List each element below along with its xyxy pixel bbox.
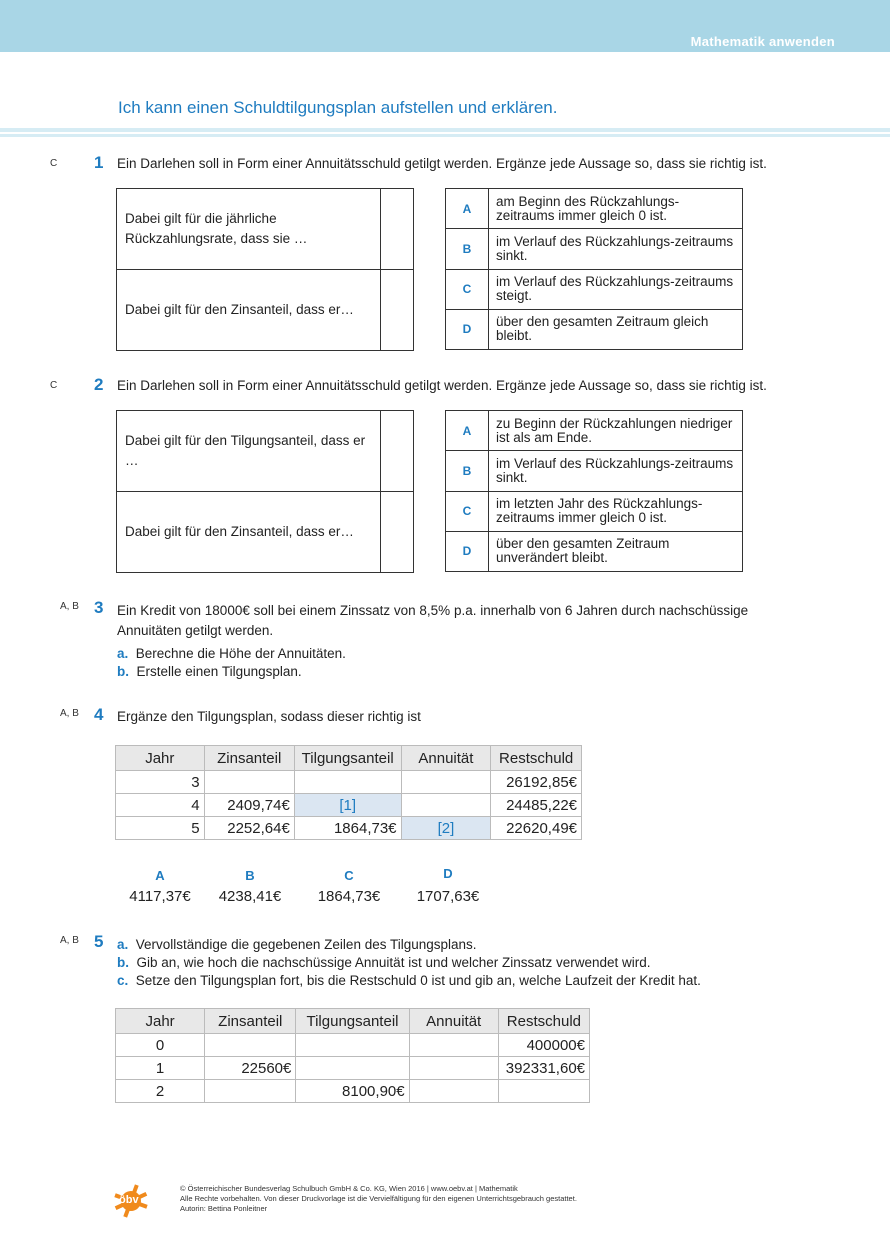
subtask-key: a. [117, 646, 129, 661]
task-number: 3 [94, 598, 104, 617]
gap-1-cell[interactable]: [1] [294, 794, 401, 817]
table-row [116, 1057, 590, 1080]
table-header: Tilgungsanteil [294, 746, 401, 771]
divider-stripe [0, 128, 890, 132]
answer-box[interactable] [381, 189, 414, 270]
cell-annuity [401, 771, 491, 794]
cell-principal [294, 771, 401, 794]
task-level: C [50, 380, 58, 391]
table-row [116, 817, 582, 840]
table-row [116, 1034, 590, 1057]
cell-year: 0 [116, 1034, 205, 1057]
publisher-logo [112, 1182, 150, 1220]
task-level: A, B [60, 601, 79, 612]
option-text: im Verlauf des Rückzahlungs-zeitraums sinkt. [489, 451, 743, 491]
cell-interest[interactable] [205, 1034, 296, 1057]
cell-annuity[interactable] [409, 1034, 498, 1057]
subtask-text: Erstelle einen Tilgungsplan. [136, 664, 302, 679]
cell-year: 4 [116, 794, 205, 817]
answer-value: 4117,37€ [129, 888, 191, 905]
cell-interest: 2252,64€ [204, 817, 294, 840]
cell-interest: 2409,74€ [204, 794, 294, 817]
subtask-key: b. [117, 955, 129, 970]
option-text: im letzten Jahr des Rückzahlungs-zeitraums immer gleich 0 ist. [489, 491, 743, 531]
header-band [0, 0, 890, 52]
task-number: 2 [94, 375, 104, 394]
cell-year: 1 [116, 1057, 205, 1080]
cell-balance[interactable] [498, 1080, 589, 1103]
cell-principal: 1864,73€ [294, 817, 401, 840]
subtask [117, 936, 477, 954]
subtask [117, 663, 302, 681]
footer-copyright: © Österreichischer Bundesverlag Schulbuch GmbH & Co. KG, Wien 2016 | www.oebv.at | Mathematik [180, 1184, 518, 1193]
answer-box[interactable] [381, 411, 414, 492]
task-level: A, B [60, 708, 79, 719]
amortization-table [115, 745, 582, 840]
table-row [116, 771, 582, 794]
options-table [445, 188, 743, 350]
table-header: Jahr [116, 1009, 205, 1034]
statement-cell: Dabei gilt für den Tilgungsanteil, dass er … [117, 411, 381, 492]
statement-table [116, 188, 414, 351]
option-letter: D [446, 531, 489, 571]
cell-principal: 8100,90€ [296, 1080, 409, 1103]
statement-cell: Dabei gilt für den Zinsanteil, dass er… [117, 492, 381, 573]
subtask-text: Gib an, wie hoch die nachschüssige Annuität ist und welcher Zinssatz verwendet wird. [136, 955, 651, 970]
table-header: Jahr [116, 746, 205, 771]
option-text: über den gesamten Zeitraum gleich bleibt. [489, 309, 743, 349]
cell-annuity[interactable] [409, 1080, 498, 1103]
option-letter: A [446, 411, 489, 451]
footer-rights: Alle Rechte vorbehalten. Von dieser Druckvorlage ist die Vervielfältigung für den eigenen Unterrichtsgebrauch gestattet. [180, 1194, 577, 1203]
cell-balance: 392331,60€ [498, 1057, 589, 1080]
answer-value: 1864,73€ [317, 888, 381, 905]
footer-author: Autorin: Bettina Ponleitner [180, 1204, 268, 1213]
table-row [116, 1080, 590, 1103]
task-text: Ergänze den Tilgungsplan, sodass dieser richtig ist [117, 709, 421, 724]
option-letter: B [446, 229, 489, 269]
subtask-key: b. [117, 664, 129, 679]
options-table [445, 410, 743, 572]
option-letter: D [446, 309, 489, 349]
cell-year: 3 [116, 771, 205, 794]
subtask-key: c. [117, 973, 129, 988]
table-header: Annuität [401, 746, 491, 771]
gap-2-cell[interactable]: [2] [401, 817, 491, 840]
answer-letter: A [155, 868, 165, 883]
cell-annuity[interactable] [409, 1057, 498, 1080]
cell-balance: 26192,85€ [491, 771, 582, 794]
amortization-table [115, 1008, 590, 1103]
table-header: Annuität [409, 1009, 498, 1034]
answer-box[interactable] [381, 492, 414, 573]
answer-box[interactable] [381, 270, 414, 351]
cell-principal[interactable] [296, 1057, 409, 1080]
task-level: A, B [60, 935, 79, 946]
cell-balance: 24485,22€ [491, 794, 582, 817]
table-header: Restschuld [491, 746, 582, 771]
option-letter: B [446, 451, 489, 491]
answer-letter: B [245, 868, 255, 883]
subtask-key: a. [117, 937, 129, 952]
option-letter: A [446, 189, 489, 229]
table-header: Restschuld [498, 1009, 589, 1034]
option-letter: C [446, 491, 489, 531]
cell-year: 2 [116, 1080, 205, 1103]
answer-value: 4238,41€ [218, 888, 282, 905]
option-text: im Verlauf des Rückzahlungs-zeitraums sinkt. [489, 229, 743, 269]
option-text: zu Beginn der Rückzahlungen niedriger ist als am Ende. [489, 411, 743, 451]
task-text: Ein Darlehen soll in Form einer Annuitätsschuld getilgt werden. Ergänze jede Aussage so, dass sie richtig ist. [117, 156, 767, 171]
cell-interest [204, 771, 294, 794]
table-row [116, 794, 582, 817]
subtask [117, 645, 346, 663]
option-text: am Beginn des Rückzahlungs-zeitraums immer gleich 0 ist. [489, 189, 743, 229]
task-number: 5 [94, 932, 104, 951]
option-text: im Verlauf des Rückzahlungs-zeitraums steigt. [489, 269, 743, 309]
answer-letter: C [344, 868, 354, 883]
statement-cell: Dabei gilt für den Zinsanteil, dass er… [117, 270, 381, 351]
logo-text: öbv [119, 1194, 139, 1206]
divider-stripe [0, 134, 890, 137]
subtask [117, 954, 651, 972]
statement-table [116, 410, 414, 573]
task-level: C [50, 158, 58, 169]
statement-cell: Dabei gilt für die jährliche Rückzahlungsrate, dass sie … [117, 189, 381, 270]
cell-interest: 22560€ [205, 1057, 296, 1080]
cell-year: 5 [116, 817, 205, 840]
table-header: Zinsanteil [205, 1009, 296, 1034]
task-text: Ein Darlehen soll in Form einer Annuitätsschuld getilgt werden. Ergänze jede Aussage so, dass sie richtig ist. [117, 378, 767, 393]
subtask-text: Vervollständige die gegebenen Zeilen des Tilgungsplans. [135, 937, 477, 952]
task-text: Ein Kredit von 18000€ soll bei einem Zinssatz von 8,5% p.a. innerhalb von 6 Jahren durch nachschüssige Annuitäten getilgt werden. [117, 603, 749, 638]
cell-balance: 22620,49€ [491, 817, 582, 840]
subtask-text: Setze den Tilgungsplan fort, bis die Restschuld 0 ist und gib an, welche Laufzeit der Kredit hat. [135, 973, 701, 988]
table-header: Tilgungsanteil [296, 1009, 409, 1034]
cell-balance: 400000€ [498, 1034, 589, 1057]
table-header: Zinsanteil [204, 746, 294, 771]
subtask-text: Berechne die Höhe der Annuitäten. [135, 646, 346, 661]
option-letter: C [446, 269, 489, 309]
answer-value: 1707,63€ [416, 888, 480, 905]
cell-annuity [401, 794, 491, 817]
cell-principal[interactable] [296, 1034, 409, 1057]
cell-interest[interactable] [205, 1080, 296, 1103]
subtask [117, 972, 701, 990]
option-text: über den gesamten Zeitraum unverändert bleibt. [489, 531, 743, 571]
section-title: Mathematik anwenden [690, 34, 835, 49]
task-number: 4 [94, 705, 104, 724]
page-subtitle: Ich kann einen Schuldtilgungsplan aufstellen und erklären. [118, 98, 558, 117]
answer-letter: D [443, 866, 453, 881]
footer [180, 1184, 577, 1214]
task-number: 1 [94, 153, 104, 172]
